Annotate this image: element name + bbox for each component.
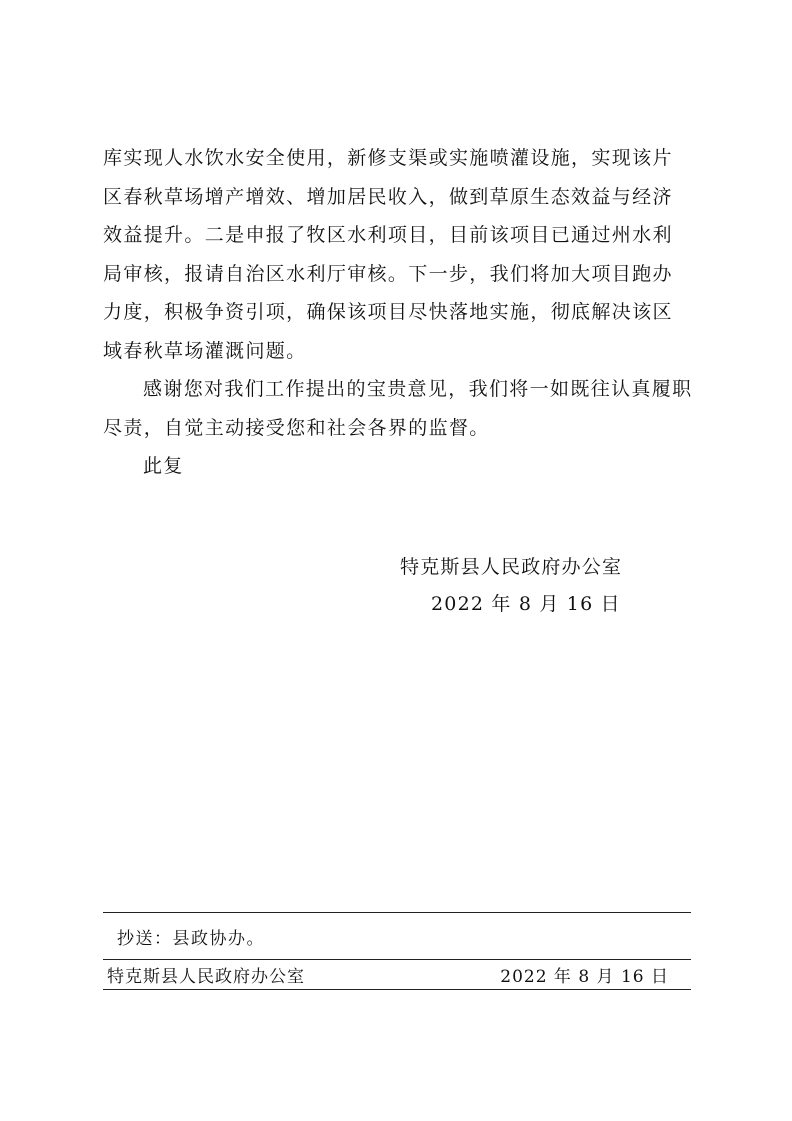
body-paragraph-thanks: 感谢您对我们工作提出的宝贵意见，我们将一如既往认真履职尽责，自觉主动接受您和社会各界的监督。 <box>103 378 693 439</box>
signature-date: 2022 年 8 月 16 日 <box>431 593 621 615</box>
signature-block <box>400 549 700 623</box>
issuer-row <box>103 960 691 990</box>
body-paragraph-continuation: 库实现人水饮水安全使用，新修支渠或实施喷灌设施，实现该片区春秋草场增产增效、增加居民收入，做到草原生态效益与经济效益提升。二是申报了牧区水利项目，目前该项目已通过州水利局审核，报请自治区水利厅审核。下一步，我们将加大项目跑办力度，积极争资引项，确保该项目尽快落地实施，彻底解决该区域春秋草场灌溉问题。 <box>103 147 673 362</box>
document-footer <box>103 912 691 990</box>
cc-value: 县政协办。 <box>172 928 265 949</box>
issuer-name: 特克斯县人民政府办公室 <box>107 967 305 987</box>
cc-row <box>103 913 691 960</box>
issue-date: 2022 年 8 月 16 日 <box>500 967 669 987</box>
letter-body <box>103 139 693 486</box>
signature-organization: 特克斯县人民政府办公室 <box>400 556 623 578</box>
closing-phrase: 此复 <box>143 455 184 477</box>
cc-label: 抄送： <box>117 928 173 949</box>
